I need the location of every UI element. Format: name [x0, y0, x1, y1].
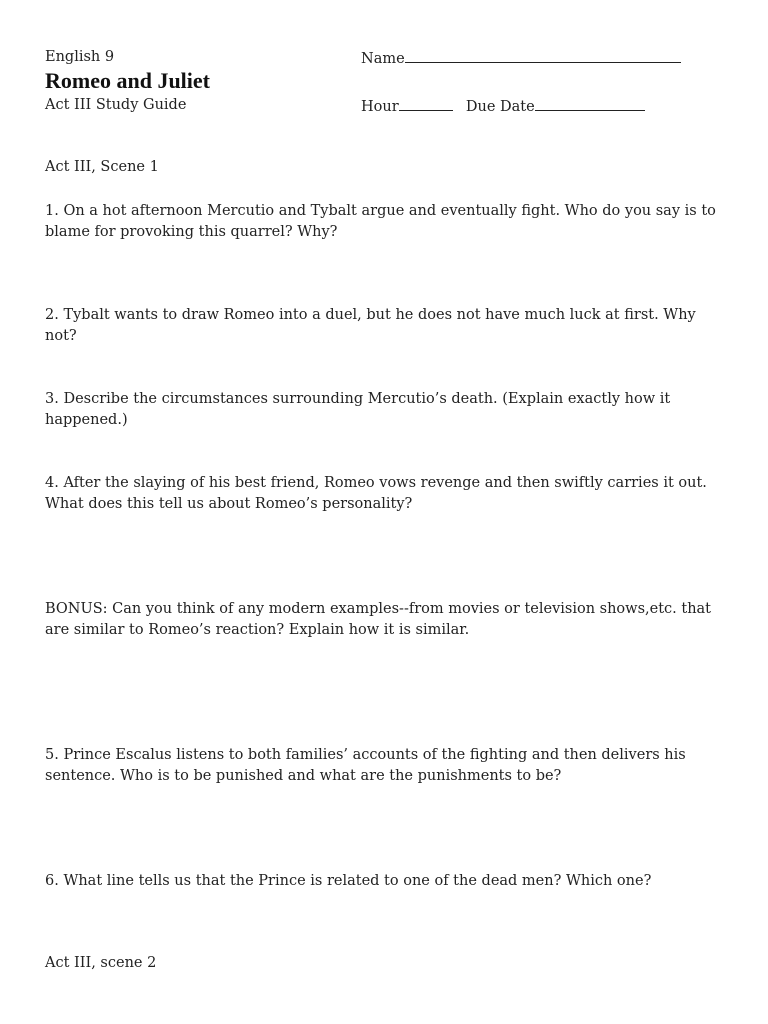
question-4: 4. After the slaying of his best friend, Romeo vows revenge and then swiftly carries it out. What does this tell us about Romeo’s personality? [45, 475, 707, 512]
section-heading-scene-1: Act III, Scene 1 [45, 159, 159, 175]
question-1: 1. On a hot afternoon Mercutio and Tybalt argue and eventually fight. Who do you say is to blame for provoking this quarrel? Why? [45, 203, 716, 240]
question-5: 5. Prince Escalus listens to both families’ accounts of the fighting and then delivers his sentence. Who is to be punished and what are the punishments to be? [45, 747, 686, 784]
name-label: Name [361, 51, 405, 67]
due-date-blank-line[interactable] [535, 97, 645, 111]
name-field[interactable] [361, 49, 681, 67]
question-6: 6. What line tells us that the Prince is related to one of the dead men? Which one? [45, 873, 652, 889]
course-label: English 9 [45, 49, 115, 65]
hour-due-row [361, 97, 645, 115]
due-date-label: Due Date [465, 99, 535, 115]
document-title: Romeo and Juliet [45, 68, 210, 93]
name-blank-line[interactable] [405, 49, 681, 63]
document-subtitle: Act III Study Guide [45, 97, 187, 113]
hour-label: Hour [361, 99, 399, 115]
hour-blank-line[interactable] [399, 97, 453, 111]
question-2: 2. Tybalt wants to draw Romeo into a duel, but he does not have much luck at first. Why not? [45, 307, 696, 344]
question-3: 3. Describe the circumstances surrounding Mercutio’s death. (Explain exactly how it happened.) [45, 391, 671, 428]
bonus-question: BONUS: Can you think of any modern examples--from movies or television shows,etc. that are similar to Romeo’s reaction? Explain how it is similar. [45, 601, 712, 638]
section-heading-scene-2: Act III, scene 2 [45, 955, 157, 971]
